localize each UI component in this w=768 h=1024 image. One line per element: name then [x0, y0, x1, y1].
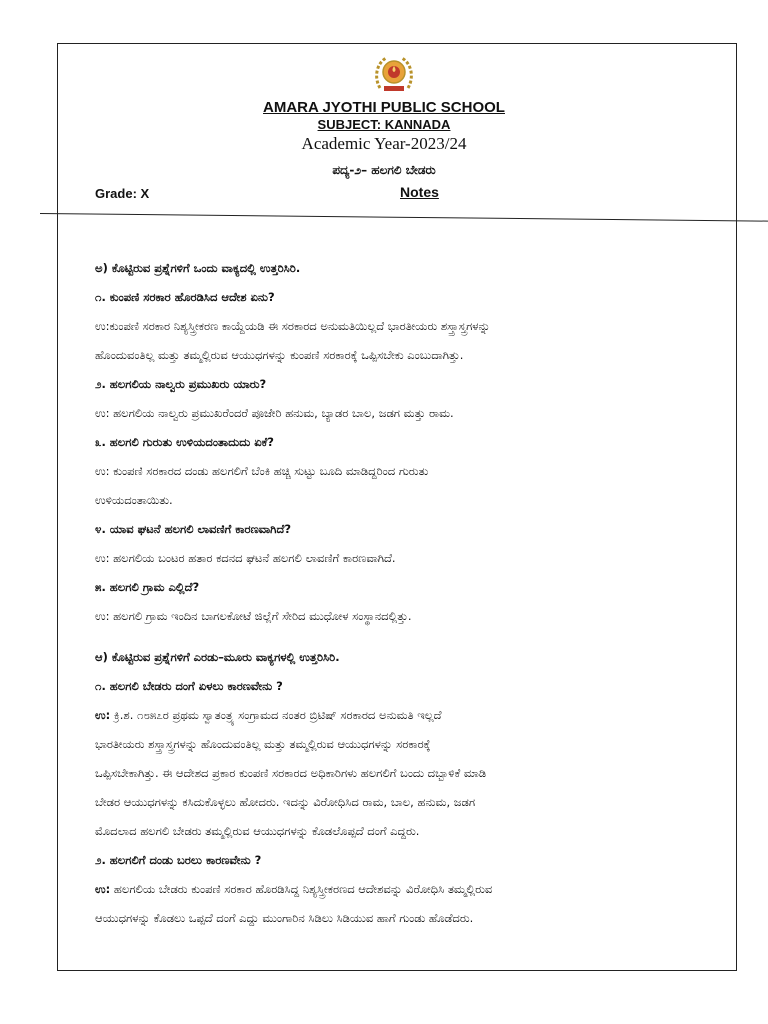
school-name: AMARA JYOTHI PUBLIC SCHOOL	[263, 99, 505, 116]
answer-3-line-2: ಉಳಿಯದಂತಾಯಿತು.	[95, 493, 173, 507]
section-title-two-three-sentences: ಆ) ಕೊಟ್ಟಿರುವ ಪ್ರಶ್ನೆಗಳಿಗೆ ಎರಡು–ಮೂರು ವಾಕ್ಯಗಳಲ್ಲಿ ಉತ್ತರಿಸಿರಿ.	[95, 650, 340, 664]
answer-lead: ಉ:	[95, 708, 111, 722]
answer-text: ಕ್ರಿ.ಶ. ೧೮೫೭ರ ಪ್ರಥಮ ಸ್ವಾತಂತ್ರ್ಯ ಸಂಗ್ರಾಮದ ನಂತರ ಬ್ರಿಟಿಷ್ ಸರಕಾರದ ಅನುಮತಿ ಇಲ್ಲದೆ	[110, 708, 442, 722]
question-5: ೫. ಹಲಗಲಿ ಗ್ರಾಮ ಎಲ್ಲಿದೆ?	[95, 580, 200, 594]
answer-3-line-1: ಉ: ಕುಂಪಣಿ ಸರಕಾರದ ದಂಡು ಹಲಗಲಿಗೆ ಬೆಂಕಿ ಹಚ್ಚಿ ಸುಟ್ಟು ಬೂದಿ ಮಾಡಿದ್ದರಿಂದ ಗುರುತು	[95, 464, 429, 478]
answer-2: ಉ: ಹಲಗಲಿಯ ನಾಲ್ವರು ಪ್ರಮುಖರೆಂದರೆ ಪೂಜೇರಿ ಹನುಮ, ಬ್ಯಾಡರ ಬಾಲ, ಜಡಗ ಮತ್ತು ರಾಮ.	[95, 406, 454, 420]
notes-heading: Notes	[400, 184, 439, 200]
question-1: ೧. ಕುಂಪಣಿ ಸರಕಾರ ಹೊರಡಿಸಿದ ಆದೇಶ ಏನು?	[95, 290, 275, 304]
answer-6-line-2: ಭಾರತೀಯರು ಶಸ್ತ್ರಾಸ್ತ್ರಗಳನ್ನು ಹೊಂದುವಂತಿಲ್ಲ ಮತ್ತು ತಮ್ಮಲ್ಲಿರುವ ಆಯುಧಗಳನ್ನು ಸರಕಾರಕ್ಕೆ	[95, 737, 431, 751]
question-7: ೨. ಹಲಗಲಿಗೆ ದಂಡು ಬರಲು ಕಾರಣವೇನು ?	[95, 853, 262, 867]
answer-6-line-3: ಒಪ್ಪಿಸಬೇಕಾಗಿತ್ತು. ಈ ಆದೇಶದ ಪ್ರಕಾರ ಕುಂಪಣಿ ಸರಕಾರದ ಅಧಿಕಾರಿಗಳು ಹಲಗಲಿಗೆ ಬಂದು ದಬ್ಬಾಳಿಕೆ ಮಾಡಿ	[95, 766, 487, 780]
question-2: ೨. ಹಲಗಲಿಯ ನಾಲ್ವರು ಪ್ರಮುಖರು ಯಾರು?	[95, 377, 267, 391]
academic-year: Academic Year-2023/24	[301, 134, 467, 153]
answer-7-line-1	[95, 875, 710, 904]
answer-7-line-2: ಆಯುಧಗಳನ್ನು ಕೊಡಲು ಒಪ್ಪದೆ ದಂಗೆ ಎದ್ದು ಮುಂಗಾರಿನ ಸಿಡಿಲು ಸಿಡಿಯುವ ಹಾಗೆ ಗುಂಡು ಹೊಡೆದರು.	[95, 911, 474, 925]
answer-1-line-2: ಹೊಂದುವಂತಿಲ್ಲ ಮತ್ತು ತಮ್ಮಲ್ಲಿರುವ ಆಯುಧಗಳನ್ನು ಕುಂಪಣಿ ಸರಕಾರಕ್ಕೆ ಒಪ್ಪಿಸಬೇಕು ಎಂಬುದಾಗಿತ್ತು.	[95, 348, 464, 362]
notes-content	[95, 254, 710, 933]
answer-6-line-5: ಮೊದಲಾದ ಹಲಗಲಿ ಬೇಡರು ತಮ್ಮಲ್ಲಿರುವ ಆಯುಧಗಳನ್ನು ಕೊಡಲೊಪ್ಪದೆ ದಂಗೆ ಎದ್ದರು.	[95, 824, 420, 838]
answer-text: ಹಲಗಲಿಯ ಬೇಡರು ಕುಂಪಣಿ ಸರಕಾರ ಹೊರಡಿಸಿದ್ದ ನಿಶ್ಯಸ್ತ್ರೀಕರಣದ ಆದೇಶವನ್ನು ವಿರೋಧಿಸಿ ತಮ್ಮಲ್ಲಿರುವ	[110, 882, 493, 896]
subject-heading: SUBJECT: KANNADA	[317, 117, 451, 132]
answer-lead: ಉ:	[95, 882, 111, 896]
answer-6-line-1	[95, 701, 710, 730]
lesson-title: ಪದ್ಯ-೨– ಹಲಗಲಿ ಬೇಡರು	[332, 163, 436, 177]
answer-6-line-4: ಬೇಡರ ಆಯುಧಗಳನ್ನು ಕಸಿದುಕೊಳ್ಳಲು ಹೋದರು. ಇದನ್ನು ವಿರೋಧಿಸಿದ ರಾಮ, ಬಾಲ, ಹನುಮ, ಜಡಗ	[95, 795, 476, 809]
question-3: ೩. ಹಲಗಲಿ ಗುರುತು ಉಳಿಯದಂತಾದುದು ಏಕೆ?	[95, 435, 274, 449]
section-title-one-sentence: ಅ) ಕೊಟ್ಟಿರುವ ಪ್ರಶ್ನೆಗಳಿಗೆ ಒಂದು ವಾಕ್ಯದಲ್ಲಿ ಉತ್ತರಿಸಿರಿ.	[95, 261, 301, 275]
school-emblem-logo	[372, 52, 416, 96]
answer-5: ಉ: ಹಲಗಲಿ ಗ್ರಾಮ ಇಂದಿನ ಬಾಗಲಕೋಟೆ ಜಿಲ್ಲೆಗೆ ಸೇರಿದ ಮುಧೋಳ ಸಂಸ್ಥಾನದಲ್ಲಿತ್ತು.	[95, 609, 412, 623]
question-4: ೪. ಯಾವ ಘಟನೆ ಹಲಗಲಿ ಲಾವಣಿಗೆ ಕಾರಣವಾಗಿದೆ?	[95, 522, 292, 536]
question-6: ೧. ಹಲಗಲಿ ಬೇಡರು ದಂಗೆ ಏಳಲು ಕಾರಣವೇನು ?	[95, 679, 283, 693]
answer-4: ಉ: ಹಲಗಲಿಯ ಬಂಟರ ಹತಾರ ಕದನದ ಘಟನೆ ಹಲಗಲಿ ಲಾವಣಿಗೆ ಕಾರಣವಾಗಿದೆ.	[95, 551, 396, 565]
answer-1-line-1: ಉ:ಕುಂಪಣಿ ಸರಕಾರ ನಿಶ್ಯಸ್ತ್ರೀಕರಣ ಕಾಯ್ದೆಯಡಿ ಈ ಸರಕಾರದ ಅನುಮತಿಯಿಲ್ಲದೆ ಭಾರತೀಯರು ಶಸ್ತ್ರಾಸ್ತ್ರಗಳನ್ನು	[95, 319, 491, 333]
grade-label: Grade: X	[95, 186, 150, 201]
